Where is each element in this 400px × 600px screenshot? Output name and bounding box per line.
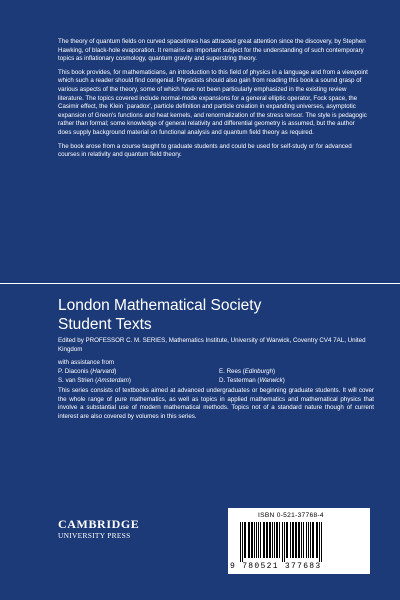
publisher-name-line-2: UNIVERSITY PRESS	[58, 531, 131, 540]
barcode-bar	[276, 522, 278, 558]
barcode-bar	[269, 522, 271, 558]
barcode-bar	[260, 522, 261, 558]
barcode-bar	[279, 522, 280, 558]
series-title-line-1: London Mathematical Society	[58, 297, 262, 314]
cambridge-university-press-logo	[58, 518, 142, 540]
assistant-name: P. Diaconis	[58, 368, 89, 375]
assistant-affiliation: Warwick	[259, 376, 283, 384]
assistant-entry: E. Rees (Edinburgh)	[219, 368, 276, 375]
barcode-panel	[228, 508, 370, 574]
assistant-affiliation: Harvard	[92, 368, 115, 375]
series-title-line-2: Student Texts	[58, 316, 152, 333]
barcode-bar	[321, 522, 322, 562]
assistant-entry: D. Testerman (Warwick)	[219, 376, 285, 384]
series-title	[58, 296, 261, 334]
barcode-bar	[303, 522, 304, 558]
barcode-bar	[266, 522, 268, 558]
assistant-row	[58, 368, 358, 377]
barcode-bar	[301, 522, 302, 558]
barcode-bar	[316, 522, 318, 558]
barcode-bar	[251, 522, 253, 558]
book-blurb	[58, 38, 368, 165]
assistant-name: E. Rees	[219, 368, 242, 375]
barcode-bar	[286, 522, 288, 558]
publisher-name-line-1: CAMBRIDGE	[58, 517, 140, 531]
barcode-bar	[272, 522, 273, 558]
barcode-bar	[319, 522, 320, 562]
barcode-bar	[290, 522, 291, 558]
barcode-icon	[239, 522, 361, 562]
assistant-name: D. Testerman	[219, 376, 256, 384]
barcode-bar	[274, 522, 275, 558]
barcode-bar	[282, 522, 283, 562]
barcode-bar	[284, 522, 285, 562]
assistant-name: S. van Strien	[58, 376, 94, 384]
assistant-affiliation: Edinburgh	[244, 368, 274, 375]
barcode-bar	[308, 522, 309, 558]
blurb-paragraph-1: The theory of quantum fields on curved spacetimes has attracted great attention since the discovery, by Stephen Hawking, of black-hole evaporation. It remains an important subject for the understanding of such contemporary topics as inflationary cosmology, quantum gravity and superstring theory.	[58, 38, 366, 63]
barcode-bar	[298, 522, 300, 558]
assistant-entry: S. van Strien (Amsterdam)	[58, 376, 131, 384]
isbn-label: ISBN 0-521-37768-4	[258, 512, 324, 519]
barcode-bar	[240, 522, 241, 562]
barcode-bar	[256, 522, 257, 558]
barcode-bar	[310, 522, 311, 558]
barcode-bar	[248, 522, 250, 558]
barcode-bar	[263, 522, 265, 558]
assistant-entry: P. Diaconis (Harvard)	[58, 368, 117, 375]
barcode-bar	[258, 522, 259, 558]
blurb-paragraph-2: This book provides, for mathematicians, an introduction to this field of physics in a language and from a viewpoint which such a reader should find congenial. Physicists should also gain from reading this book a sound grasp of various aspects of the theory, some of which have not been particularly emphasized in the existing review literature. The topics covered include normal-mode expansions for a general elliptic operator, Fock space, the Casimir effect, the Klein `paradox', particle definition and particle creation in expanding universes, asymptotic expansion of Green's functions and heat kernels, and renormalization of the stress tensor. The style is pedagogic rather than formal; some knowledge of general relativity and differential geometry is assumed, but the author does supply background material on functional analysis and quantum field theory as required.	[58, 68, 368, 136]
series-description: This series consists of textbooks aimed at advanced undergraduates or beginning graduate students. It will cover the whole range of pure mathematics, as well as topics in applied mathematics and mathematical physics that involve a substantial use of modern mathematical methods. Topics not of a standard nature though of current interest are also covered by volumes in this series.	[58, 387, 374, 420]
barcode-bar	[292, 522, 294, 558]
barcode-bar	[312, 522, 314, 558]
assistance-label: with assistance from	[58, 359, 115, 366]
barcode-bar	[306, 522, 307, 558]
series-editor: Edited by PROFESSOR C. M. SERIES, Mathematics Institute, University of Warwick, Coventry CV4 7AL, United Kingdom	[58, 337, 366, 353]
assistant-row	[58, 377, 358, 386]
barcode-bar	[244, 522, 246, 558]
barcode-bar	[295, 522, 297, 558]
assistant-list	[58, 368, 358, 385]
barcode-bar	[254, 522, 255, 558]
section-divider	[0, 283, 400, 284]
blurb-paragraph-3: The book arose from a course taught to graduate students and could be used for self-study or for advanced courses in relativity and quantum field theory.	[58, 142, 352, 159]
assistant-affiliation: Amsterdam	[97, 376, 129, 384]
barcode-bar	[242, 522, 243, 562]
barcode-digits: 9 780521 377683	[230, 562, 322, 571]
